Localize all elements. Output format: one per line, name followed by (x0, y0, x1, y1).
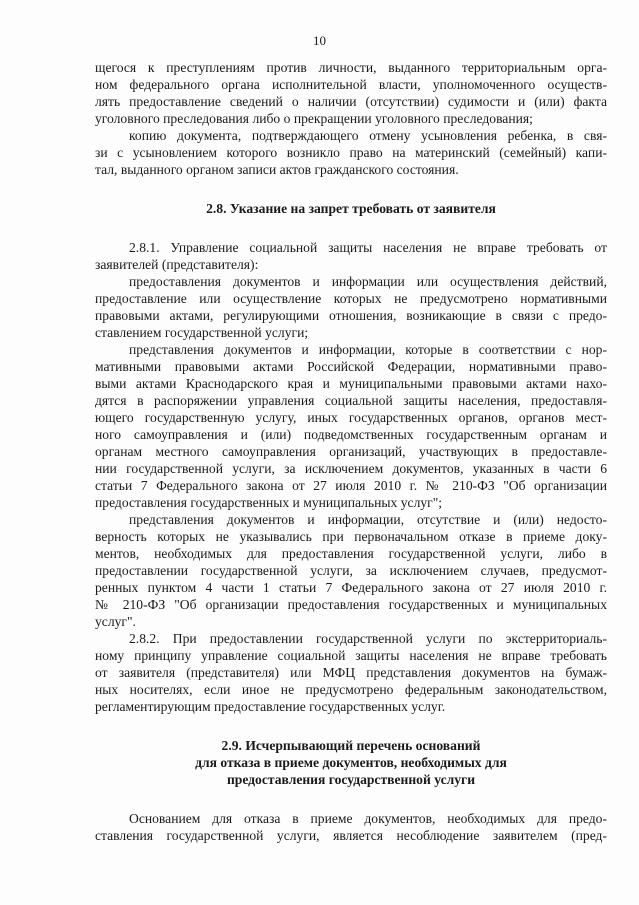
section-heading-line: 2.9. Исчерпывающий перечень оснований (221, 738, 481, 753)
text-line: ных носителях, если иное не предусмотрено федеральным законодательством, (95, 682, 607, 697)
text-line: заявителей (представителя): (95, 257, 259, 272)
text-line: регламентирующим предоставление государственных услуг. (95, 699, 446, 714)
text-line: ному принципу управление социальной защиты населения не вправе требовать (95, 648, 607, 663)
document-body (95, 59, 607, 844)
section-heading-line: для отказа в приеме документов, необходимых для (195, 755, 507, 770)
text-line: представления документов и информации, которые в соответствии с нор- (129, 342, 607, 357)
text-line: ренных пунктом 4 части 1 статьи 7 Федерального закона от 27 июля 2010 г. (95, 580, 607, 595)
spacer (95, 788, 607, 810)
text-line: дятся в распоряжении управления социальной защиты населения, предоставля- (95, 393, 607, 408)
text-line: от заявителя (представителя) или МФЦ представления документов на бумаж- (95, 665, 607, 680)
text-line: статьи 7 Федерального закона от 27 июля 2010 г. № 210-ФЗ "Об организации (95, 478, 607, 493)
text-line: щегося к преступлениям против личности, выданного территориальным орга- (95, 60, 607, 75)
text-line: уголовного преследования либо о прекращении уголовного преследования; (95, 111, 533, 126)
text-line: нии государственной услуги, за исключением документов, указанных в части 6 (95, 461, 607, 476)
text-line: Основанием для отказа в приеме документов, необходимых для предо- (129, 811, 607, 826)
text-line: № 210-ФЗ "Об организации предоставления государственных и муниципальных (95, 597, 607, 612)
text-line: ном федерального органа исполнительной власти, уполномоченного осуществ- (95, 77, 607, 92)
spacer (95, 178, 607, 200)
text-line: 2.8.1. Управление социальной защиты населения не вправе требовать от (129, 240, 607, 255)
section-heading-line: 2.8. Указание на запрет требовать от заявителя (206, 201, 496, 216)
text-line: ставления государственной услуги, является несоблюдение заявителем (пред- (95, 828, 607, 843)
text-line: лять предоставление сведений о наличии (отсутствии) судимости и (или) факта (95, 94, 607, 109)
text-line: ментов, необходимых для предоставления государственной услуги, либо в (95, 546, 607, 561)
text-line: выми актами Краснодарского края и муниципальными правовыми актами нахо- (95, 376, 607, 391)
text-line: предоставление или осуществление которых не предусмотрено нормативными (95, 291, 607, 306)
spacer (95, 715, 607, 737)
text-line: ставлением государственной услуги; (95, 325, 309, 340)
text-line: представления документов и информации, отсутствие и (или) недосто- (129, 512, 607, 527)
text-line: мативными правовыми актами Российской Федерации, нормативными право- (95, 359, 607, 374)
spacer (95, 217, 607, 239)
text-line: зи с усыновлением которого возникло право на материнский (семейный) капи- (95, 145, 607, 160)
text-line: копию документа, подтверждающего отмену усыновления ребенка, в свя- (129, 128, 607, 143)
page-number: 10 (313, 33, 326, 48)
text-line: услуг". (95, 614, 136, 629)
text-line: предоставления документов и информации или осуществления действий, (129, 274, 607, 289)
text-line: ющего государственную услугу, иных государственных органов, органов мест- (95, 410, 607, 425)
text-line: предоставления государственных и муниципальных услуг"; (95, 495, 443, 510)
text-line: тал, выданного органом записи актов гражданского состояния. (95, 162, 459, 177)
text-line: предоставлении государственной услуги, за исключением случаев, предусмот- (95, 563, 607, 578)
text-line: органам местного самоуправления организаций, участвующих в предоставле- (95, 444, 607, 459)
text-line: правовыми актами, регулирующими отношения, возникающие в связи с предо- (95, 308, 607, 323)
text-line: верность которых не указывались при первоначальном отказе в приеме доку- (95, 529, 607, 544)
section-heading-line: предоставления государственной услуги (226, 772, 476, 787)
text-line: ного самоуправления и (или) подведомственных государственным органам и (95, 427, 607, 442)
text-line: 2.8.2. При предоставлении государственной услуги по экстерриториаль- (129, 631, 607, 646)
